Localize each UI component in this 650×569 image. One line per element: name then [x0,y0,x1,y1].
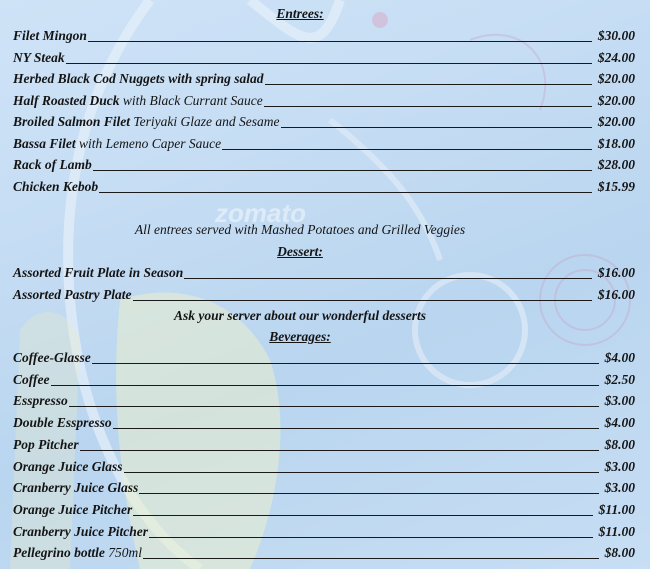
leader-line [265,84,592,85]
item-title: NY Steak [13,49,65,65]
leader-line [92,363,599,364]
leader-line [66,63,592,64]
item-name [13,28,87,44]
leader-line [69,406,599,407]
leader-line [281,127,592,128]
menu-item [13,393,635,409]
dessert-note: Ask your server about our wonderful desserts [173,308,427,323]
menu-item [13,350,635,366]
menu-item [13,502,635,518]
menu-item [13,93,635,109]
item-description: Teriyaki Glaze and Sesame [130,114,280,129]
leader-line [99,192,592,193]
item-price: $3.00 [604,393,635,409]
leader-line [93,170,592,171]
item-price: $20.00 [597,92,635,108]
item-price: $2.50 [604,371,635,387]
item-name [13,437,79,453]
item-title: Coffee-Glasse [13,350,91,365]
item-price: $20.00 [597,71,635,86]
item-title: Esspresso [13,393,68,409]
leader-line [184,278,592,279]
item-price: $8.00 [604,436,635,452]
item-name [13,114,280,130]
menu-item [13,524,635,540]
menu-item [13,459,635,475]
item-name [13,393,68,409]
leader-line [143,558,599,559]
item-title: Assorted Fruit Plate in Season [13,265,184,280]
item-price: $28.00 [597,157,635,172]
item-name [13,93,263,109]
item-name [13,179,98,195]
item-name [13,71,264,87]
item-price: $11.00 [598,501,635,517]
item-price: $18.00 [597,135,635,151]
beverages-heading: Beverages: [269,329,331,344]
item-description: with Lemeno Caper Sauce [75,135,222,151]
item-price: $4.00 [604,350,635,365]
item-price: $16.00 [597,286,635,302]
menu-item [13,179,635,195]
item-name [13,157,92,173]
leader-line [51,385,599,386]
item-title: Orange Juice Pitcher [13,501,133,517]
menu-item [13,265,635,281]
watermark: zomato [215,198,306,228]
item-title: Pop Pitcher [13,436,79,452]
item-title: Filet Mingon [13,28,87,43]
leader-line [88,41,592,42]
leader-line [124,472,599,473]
menu-item [13,415,635,431]
item-description: with Black Currant Sauce [119,92,263,108]
item-name [13,50,65,66]
item-title: Chicken Kebob [13,178,99,194]
item-title: Assorted Pastry Plate [13,286,132,302]
leader-line [133,515,592,516]
dessert-heading: Dessert: [277,244,323,259]
item-name [13,524,148,540]
item-name [13,502,132,518]
item-title: Cranberry Juice Glass [13,480,139,496]
item-title: Coffee [13,371,50,387]
item-title: Cranberry Juice Pitcher [13,523,148,539]
item-title: Broiled Salmon Filet [13,114,131,129]
item-title: Herbed Black Cod Nuggets with spring salad [13,71,264,86]
item-price: $15.99 [597,178,635,194]
item-price: $8.00 [604,545,635,561]
item-title: Orange Juice Glass [13,458,123,474]
item-price: $11.00 [598,523,635,539]
item-description: 750ml [104,545,142,561]
menu-item [13,50,635,66]
item-title: Rack of Lamb [13,157,92,172]
item-title: Pellegrino bottle [13,545,105,561]
item-price: $3.00 [604,458,635,474]
menu-item [13,480,635,496]
leader-line [133,300,592,301]
leader-line [149,537,593,538]
item-title: Half Roasted Duck [13,92,120,108]
item-name [13,545,142,561]
item-name [13,265,183,281]
menu-item [13,545,635,561]
item-name [13,287,132,303]
item-name [13,372,50,388]
menu-item [13,437,635,453]
menu-item [13,114,635,130]
item-name [13,480,138,496]
leader-line [222,149,592,150]
item-name [13,350,91,366]
menu-item [13,372,635,388]
leader-line [264,106,592,107]
leader-line [113,428,599,429]
entrees-heading: Entrees: [276,6,324,21]
entrees-note: All entrees served with Mashed Potatoes and Grilled Veggies [134,222,466,237]
menu-item [13,287,635,303]
item-title: Double Esspresso [13,415,112,431]
item-name [13,136,221,152]
item-name [13,459,123,475]
item-title: Bassa Filet [13,135,76,151]
menu-item [13,157,635,173]
leader-line [139,493,598,494]
item-price: $16.00 [597,265,635,280]
menu-item [13,71,635,87]
leader-line [80,450,599,451]
menu-item [13,136,635,152]
menu-item [13,28,635,44]
item-name [13,415,112,431]
item-price: $20.00 [597,114,635,129]
item-price: $24.00 [597,49,635,65]
item-price: $4.00 [604,415,635,431]
item-price: $3.00 [604,480,635,496]
item-price: $30.00 [597,28,635,43]
